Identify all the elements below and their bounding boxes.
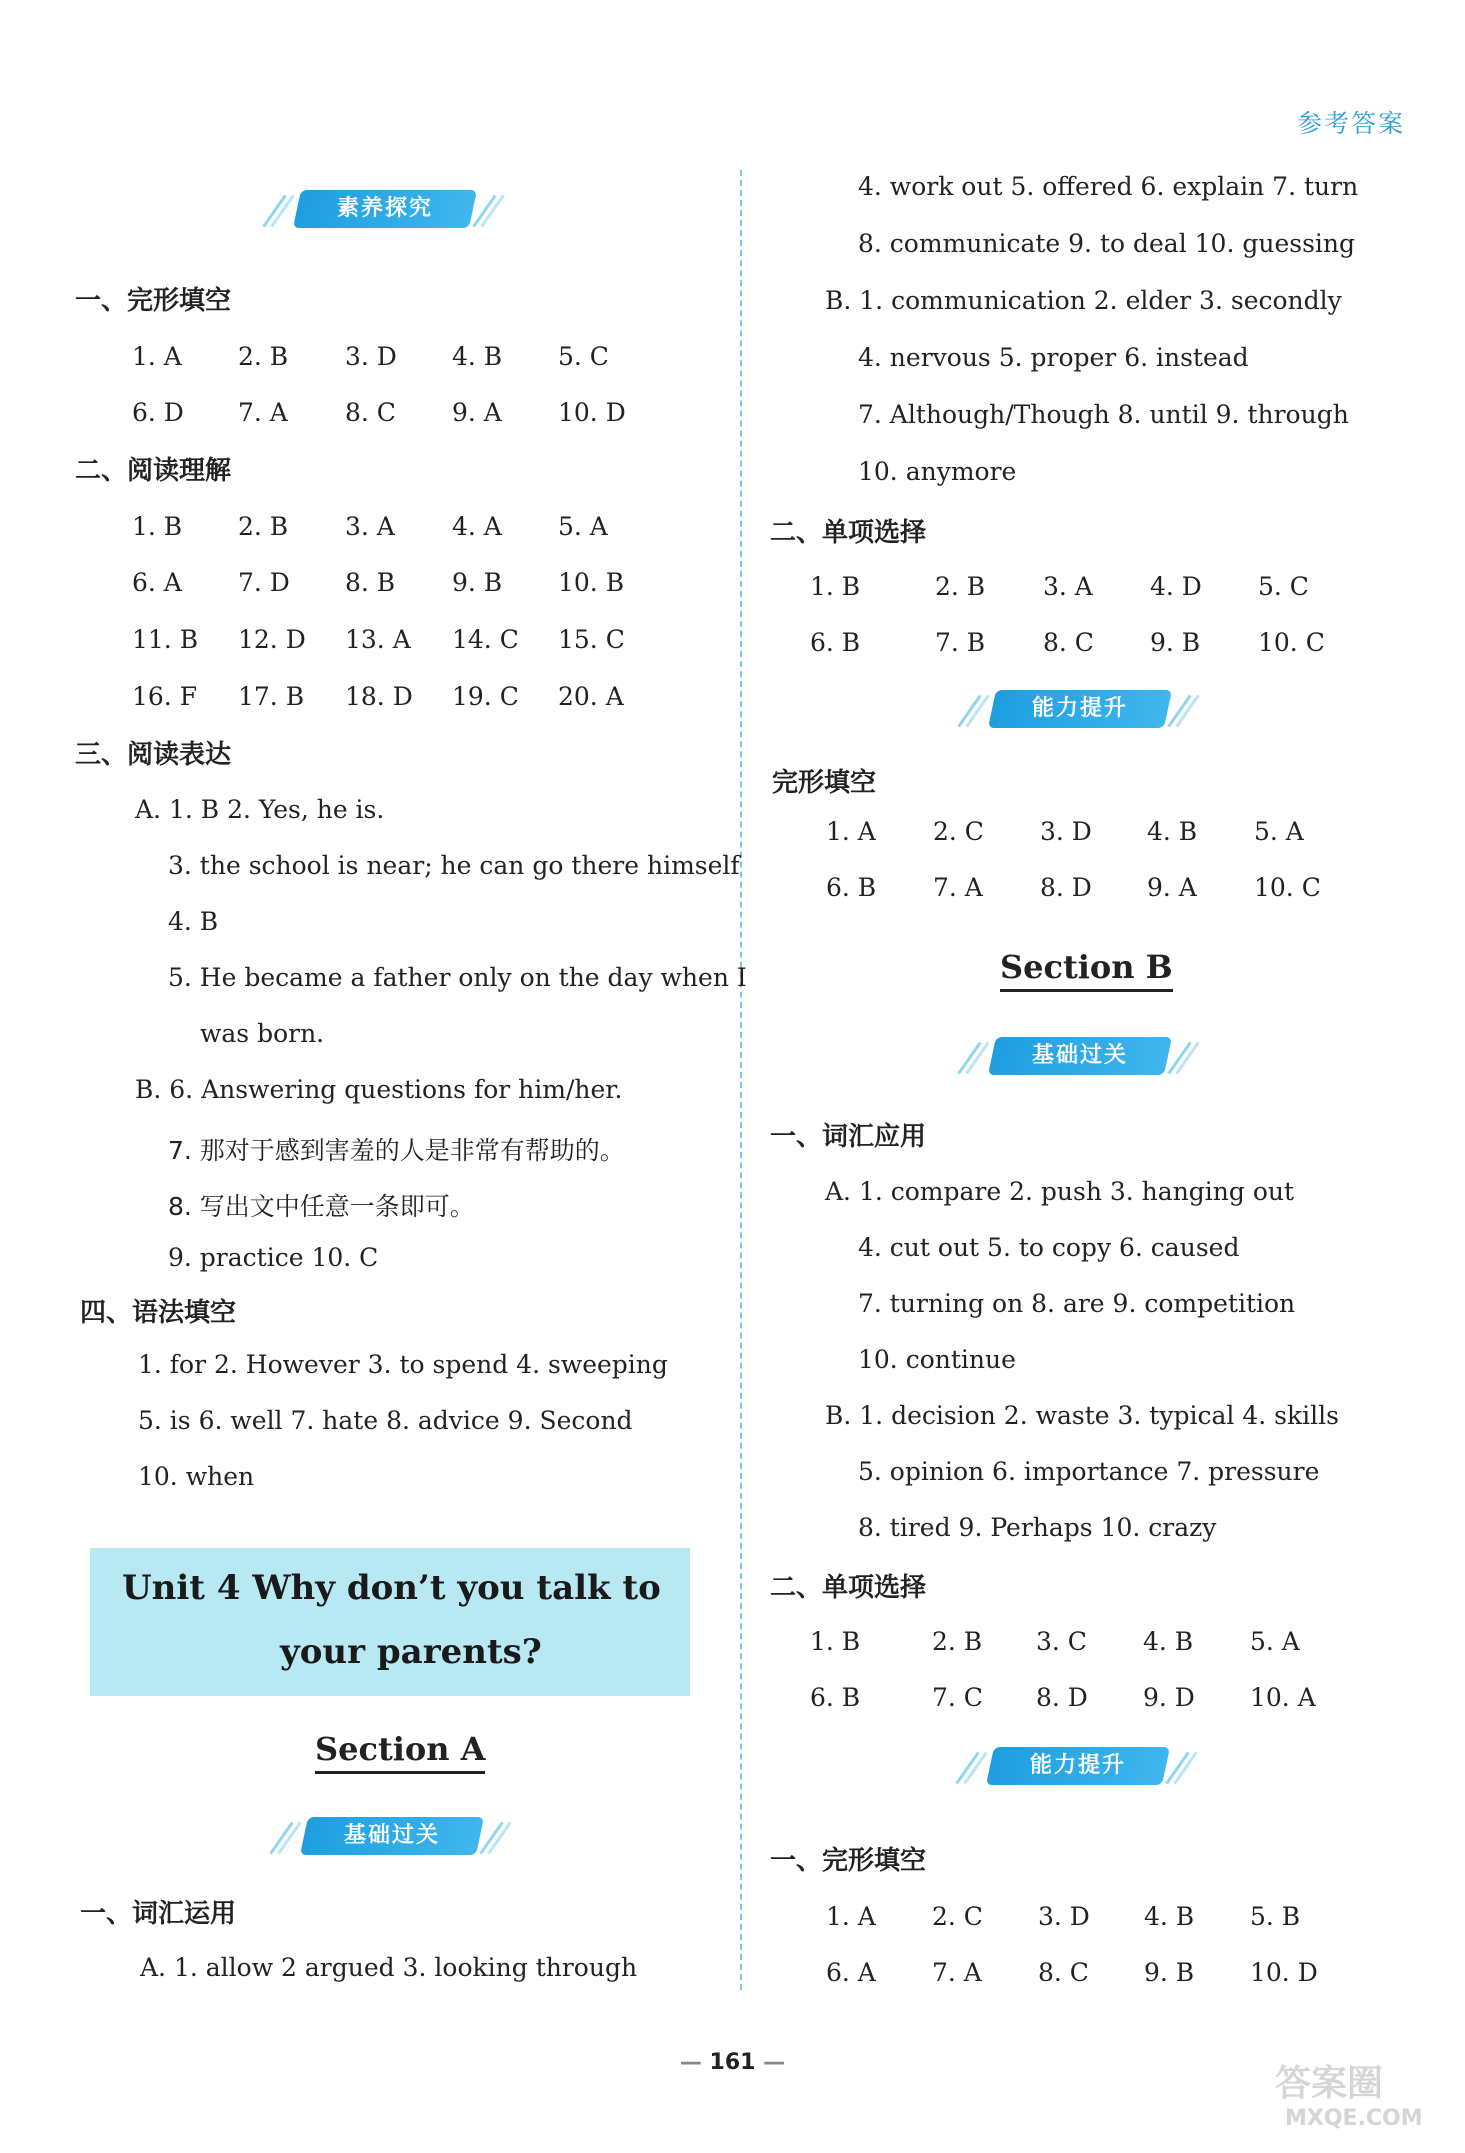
answer: 3. D	[1040, 817, 1092, 846]
answer: 19. C	[452, 682, 519, 711]
answer: 2. B	[932, 1627, 983, 1656]
answer: 3. C	[1036, 1627, 1087, 1656]
answer: 9. A	[452, 398, 502, 427]
answer: 7. A	[238, 398, 288, 427]
answer: 4. D	[1150, 572, 1202, 601]
answer-line: 9. practice 10. C	[168, 1243, 379, 1272]
answer: 7. D	[238, 568, 290, 597]
badge-nengli-b	[958, 1745, 1198, 1789]
answer: 2. B	[935, 572, 986, 601]
watermark-url: MXQE.COM	[1285, 2106, 1423, 2131]
answer: 4. B	[1147, 817, 1198, 846]
answer: 13. A	[345, 625, 411, 654]
badge-label: 基础过关	[1031, 1043, 1128, 1068]
answer: 7. A	[933, 873, 983, 902]
section-a-title	[315, 1730, 485, 1768]
answer: 6. B	[810, 628, 861, 657]
answer-line: 3. the school is near; he can go there himself	[168, 851, 740, 880]
watermark-brand: 答案圈	[1275, 2063, 1384, 2104]
answer: 6. D	[132, 398, 184, 427]
answer: 6. B	[826, 873, 877, 902]
answer: 16. F	[132, 682, 198, 711]
answer: 2. C	[932, 1902, 983, 1931]
badge-jichu-b	[960, 1035, 1200, 1079]
badge-label: 能力提升	[1031, 696, 1128, 721]
watermark-logo	[1265, 2053, 1445, 2133]
answer-line: 5. is 6. well 7. hate 8. advice 9. Second	[138, 1406, 633, 1435]
answer: 18. D	[345, 682, 413, 711]
answer: 6. A	[826, 1958, 876, 1987]
answer: 1. A	[132, 342, 182, 371]
badge-label: 能力提升	[1029, 1753, 1126, 1778]
answer: 8. B	[345, 568, 396, 597]
answer: 1. B	[132, 512, 183, 541]
answer: 9. A	[1147, 873, 1197, 902]
answer: 12. D	[238, 625, 306, 654]
answer: 6. B	[810, 1683, 861, 1712]
page-number: — 161 —	[679, 2050, 786, 2075]
heading-single-choice: 二、单项选择	[770, 518, 927, 548]
answer: 5. A	[558, 512, 608, 541]
answer: 8. D	[1040, 873, 1092, 902]
unit-title-box	[90, 1548, 690, 1696]
answer-line: A. 1. B 2. Yes, he is.	[135, 795, 385, 824]
answer: 7. B	[935, 628, 986, 657]
heading-cloze: 一、完形填空	[75, 286, 232, 316]
answer: 3. D	[1038, 1902, 1090, 1931]
heading-cloze-right: 完形填空	[772, 768, 877, 798]
answer: 5. A	[1254, 817, 1304, 846]
answer: 3. A	[345, 512, 395, 541]
answer-line: A. 1. allow 2 argued 3. looking through	[140, 1953, 638, 1982]
answer-line: 4. work out 5. offered 6. explain 7. turn	[858, 172, 1359, 201]
heading-vocab-b: 一、词汇应用	[770, 1122, 927, 1152]
badge-label: 基础过关	[343, 1823, 440, 1848]
answer: 4. A	[452, 512, 502, 541]
answer: 15. C	[558, 625, 625, 654]
answer: 1. A	[826, 817, 876, 846]
answer: 10. D	[1250, 1958, 1318, 1987]
answer: 17. B	[238, 682, 305, 711]
answer-line: 8. tired 9. Perhaps 10. crazy	[858, 1513, 1217, 1542]
answer: 10. D	[558, 398, 626, 427]
answer: 10. A	[1250, 1683, 1316, 1712]
answer: 9. D	[1143, 1683, 1195, 1712]
answer: 8. C	[345, 398, 396, 427]
answer: 10. C	[1254, 873, 1321, 902]
answer-line: A. 1. compare 2. push 3. hanging out	[825, 1177, 1295, 1206]
unit-title-line1: Unit 4 Why don’t you talk to	[122, 1568, 661, 1608]
heading-cloze-b: 一、完形填空	[770, 1846, 927, 1876]
answer: 9. B	[452, 568, 503, 597]
section-b-label: Section B	[1000, 948, 1173, 986]
answer-line: 1. for 2. However 3. to spend 4. sweeping	[138, 1350, 668, 1379]
answer: 4. B	[1144, 1902, 1195, 1931]
answer-line: 7. Although/Though 8. until 9. through	[858, 400, 1349, 429]
badge-nengli-a	[960, 688, 1200, 732]
answer-line: 5. He became a father only on the day when I	[168, 963, 747, 992]
answer: 5. B	[1250, 1902, 1301, 1931]
answer: 1. B	[810, 1627, 861, 1656]
answer: 9. B	[1150, 628, 1201, 657]
answer: 14. C	[452, 625, 519, 654]
answer: 8. C	[1038, 1958, 1089, 1987]
answer-line: 7. 那对于感到害羞的人是非常有帮助的。	[168, 1136, 625, 1165]
answer-line: 8. communicate 9. to deal 10. guessing	[858, 229, 1356, 258]
answer: 10. B	[558, 568, 625, 597]
answer-line: 8. 写出文中任意一条即可。	[168, 1192, 475, 1221]
answer-line: was born.	[200, 1019, 325, 1048]
column-divider	[740, 170, 742, 1990]
answer: 20. A	[558, 682, 624, 711]
answer: 5. A	[1250, 1627, 1300, 1656]
answer: 8. C	[1043, 628, 1094, 657]
answer: 2. B	[238, 342, 289, 371]
section-a-label: Section A	[315, 1730, 486, 1768]
answer: 3. A	[1043, 572, 1093, 601]
answer-line: B. 1. decision 2. waste 3. typical 4. skills	[825, 1401, 1339, 1430]
answer: 7. A	[932, 1958, 982, 1987]
heading-grammar: 四、语法填空	[80, 1298, 237, 1328]
page-number-value: 161	[709, 2050, 756, 2075]
answer: 1. A	[826, 1902, 876, 1931]
heading-single-choice-b: 二、单项选择	[770, 1573, 927, 1603]
answer: 4. B	[452, 342, 503, 371]
answer: 8. D	[1036, 1683, 1088, 1712]
heading-express: 三、阅读表达	[75, 740, 232, 770]
badge-suyang	[265, 188, 505, 232]
answer: 5. C	[558, 342, 609, 371]
answer-line: 4. nervous 5. proper 6. instead	[858, 343, 1249, 372]
answer-line: 5. opinion 6. importance 7. pressure	[858, 1457, 1320, 1486]
answer-line: 10. continue	[858, 1345, 1016, 1374]
answer-line: 7. turning on 8. are 9. competition	[858, 1289, 1296, 1318]
answer: 11. B	[132, 625, 199, 654]
answer-line: 10. anymore	[858, 457, 1017, 486]
answer: 10. C	[1258, 628, 1325, 657]
badge-jichu-a	[272, 1815, 512, 1859]
answer-line: 4. cut out 5. to copy 6. caused	[858, 1233, 1240, 1262]
answer: 2. C	[933, 817, 984, 846]
answer: 2. B	[238, 512, 289, 541]
answer: 6. A	[132, 568, 182, 597]
heading-vocab-a: 一、词汇运用	[80, 1899, 237, 1929]
answer: 9. B	[1144, 1958, 1195, 1987]
answer-line: 4. B	[168, 907, 219, 936]
section-b-title	[1000, 948, 1173, 986]
unit-title-line2: your parents?	[280, 1632, 542, 1672]
header-label: 参考答案	[1296, 109, 1405, 138]
badge-label: 素养探究	[336, 196, 433, 221]
answer: 4. B	[1143, 1627, 1194, 1656]
answer: 7. C	[932, 1683, 983, 1712]
heading-reading: 二、阅读理解	[75, 456, 232, 486]
answer-line: B. 1. communication 2. elder 3. secondly	[825, 286, 1342, 315]
answer: 5. C	[1258, 572, 1309, 601]
answer: 3. D	[345, 342, 397, 371]
answer-line: 10. when	[138, 1462, 255, 1491]
answer: 1. B	[810, 572, 861, 601]
answer-line: B. 6. Answering questions for him/her.	[135, 1075, 623, 1104]
